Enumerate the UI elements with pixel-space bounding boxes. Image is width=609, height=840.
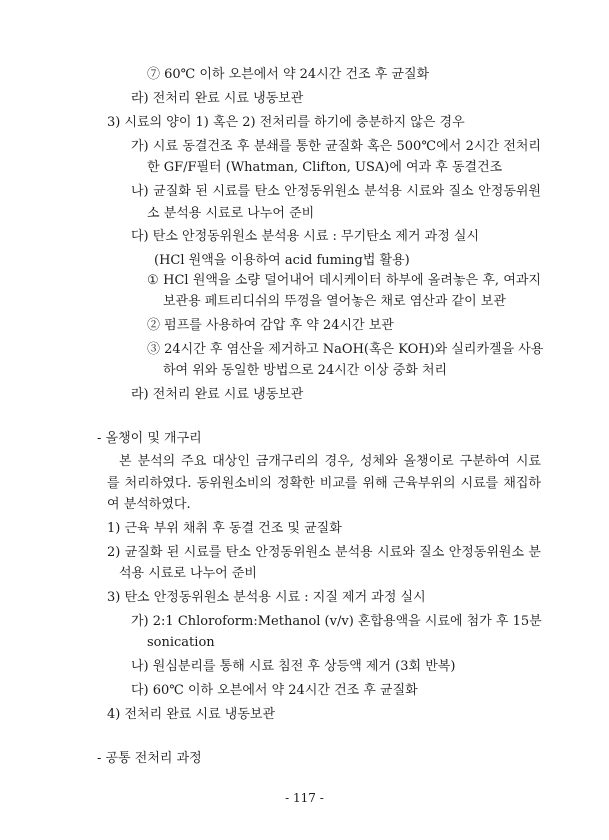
page-number: - 117 - — [285, 791, 324, 805]
text-line: 다) 60℃ 이하 오븐에서 약 24시간 건조 후 균질화 — [131, 683, 418, 698]
text-line: ② 펌프를 사용하여 감압 후 약 24시간 보관 — [147, 318, 394, 333]
text-line: 다) 탄소 안정동위원소 분석용 시료 : 무기탄소 제거 과정 실시 — [131, 229, 480, 244]
text-line: sonication — [147, 635, 215, 650]
text-line: (HCl 원액을 이용하여 acid fuming법 활용) — [154, 253, 410, 268]
text-line: 라) 전처리 완료 시료 냉동보관 — [131, 387, 304, 402]
text-line: 석용 시료로 나누어 준비 — [119, 566, 257, 581]
text-line: 를 처리하였다. 동위원소비의 정확한 비교를 위해 근육부위의 시료를 채집하 — [107, 476, 541, 491]
text-line: 여 분석하였다. — [107, 497, 191, 512]
section-heading: - 올챙이 및 개구리 — [97, 431, 202, 446]
text-line: 한 GF/F필터 (Whatman, Clifton, USA)에 여과 후 동결건조 — [147, 160, 503, 175]
text-line: 2) 균질화 된 시료를 탄소 안정동위원소 분석용 시료와 질소 안정동위원소 분 — [107, 545, 541, 560]
text-line: 가) 2:1 Chloroform:Methanol (v/v) 혼합용액을 시료에 첨가 후 15분 — [131, 614, 542, 629]
text-line: 하여 위와 동일한 방법으로 24시간 이상 중화 처리 — [163, 363, 448, 378]
text-line: 1) 근육 부위 채취 후 동결 건조 및 균질화 — [107, 521, 342, 536]
text-line: 4) 전처리 완료 시료 냉동보관 — [107, 707, 276, 722]
text-line: ⑦ 60℃ 이하 오븐에서 약 24시간 건조 후 균질화 — [147, 67, 430, 82]
text-line: 보관용 페트리디쉬의 뚜껑을 열어놓은 채로 염산과 같이 보관 — [163, 294, 506, 309]
text-line: ③ 24시간 후 염산을 제거하고 NaOH(혹은 KOH)와 실리카겔을 사용 — [147, 342, 544, 357]
text-line: 나) 원심분리를 통해 시료 침전 후 상등액 제거 (3회 반복) — [131, 659, 456, 674]
text-line: 본 분석의 주요 대상인 금개구리의 경우, 성체와 올챙이로 구분하여 시료 — [119, 454, 541, 469]
text-line: 3) 시료의 양이 1) 혹은 2) 전처리를 하기에 충분하지 않은 경우 — [107, 115, 465, 130]
text-line: 3) 탄소 안정동위원소 분석용 시료 : 지질 제거 과정 실시 — [107, 590, 426, 605]
text-line: 소 분석용 시료로 나누어 준비 — [147, 206, 315, 221]
text-line: 나) 균질화 된 시료를 탄소 안정동위원소 분석용 시료와 질소 안정동위원 — [131, 184, 541, 199]
text-line: 가) 시료 동결건조 후 분쇄를 통한 균질화 혹은 500℃에서 2시간 전처리 — [131, 139, 541, 154]
text-line: 라) 전처리 완료 시료 냉동보관 — [131, 91, 304, 106]
section-heading: - 공통 전처리 과정 — [97, 751, 202, 766]
text-line: ① HCl 원액을 소량 덜어내어 데시케이터 하부에 올려놓은 후, 여과지 — [147, 273, 541, 288]
